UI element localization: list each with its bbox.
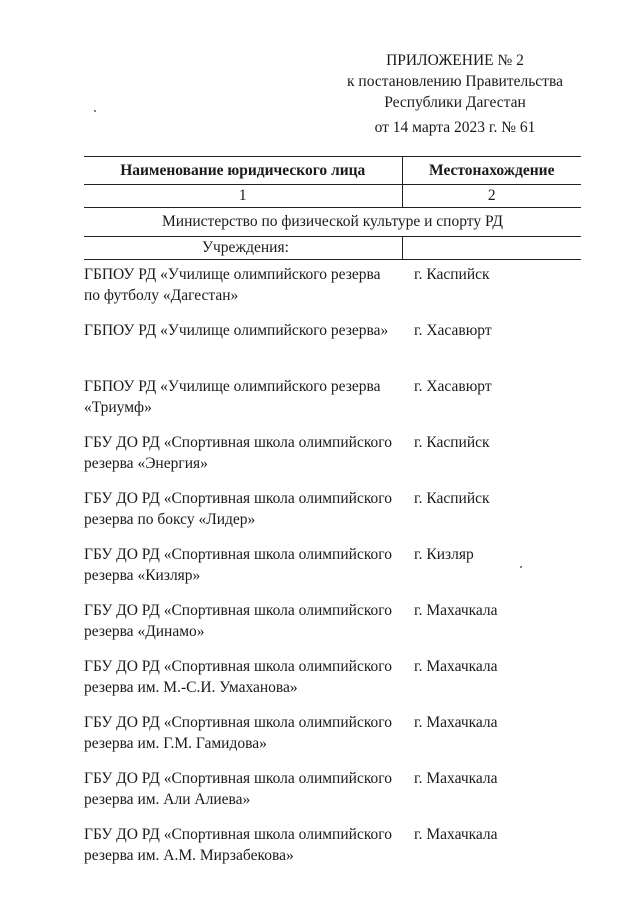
column-header-name: Наименование юридического лица (84, 157, 402, 185)
table-row (84, 764, 581, 820)
table-row (84, 316, 581, 372)
entity-name-line: «Триумф» (84, 399, 152, 416)
entity-name (84, 260, 402, 317)
entity-location: г. Кизляр (414, 546, 474, 563)
entity-name (84, 820, 402, 876)
entity-location: г. Махачкала (414, 658, 498, 675)
table-row (84, 820, 581, 876)
table-row (84, 372, 581, 428)
entity-location: г. Махачкала (414, 826, 498, 843)
entity-name (84, 428, 402, 484)
entity-name-line: резерва им. Г.М. Гамидова» (84, 735, 267, 752)
entity-location: г. Хасавюрт (414, 322, 492, 339)
appendix-reference: к постановлению Правительства (347, 73, 563, 90)
institutions-label-row (84, 237, 581, 260)
table-row (84, 260, 581, 317)
entity-location: г. Хасавюрт (414, 378, 492, 395)
table-row (84, 708, 581, 764)
entity-name-line: ГБУ ДО РД «Спортивная школа олимпийского (84, 434, 393, 451)
ministry-name: Министерство по физической культуре и спорту РД (84, 208, 581, 237)
appendix-title: ПРИЛОЖЕНИЕ № 2 (386, 52, 524, 69)
entity-location: г. Каспийск (414, 434, 490, 451)
entity-name (84, 540, 402, 596)
entity-name-line: ГБПОУ РД «Училище олимпийского резерва» (84, 322, 389, 339)
scan-speck (94, 110, 96, 112)
table-row (84, 428, 581, 484)
column-header-location: Местонахождение (402, 157, 581, 185)
entity-name-line: резерва «Энергия» (84, 455, 208, 472)
table-row (84, 652, 581, 708)
entity-location: г. Махачкала (414, 714, 498, 731)
table-row (84, 484, 581, 540)
column-numbers-row (84, 185, 581, 208)
appendix-header (330, 50, 580, 138)
entity-name-line: ГБУ ДО РД «Спортивная школа олимпийского (84, 658, 393, 675)
table-header-row (84, 157, 581, 185)
entity-name-line: резерва по боксу «Лидер» (84, 511, 256, 528)
entity-location: г. Каспийск (414, 490, 490, 507)
column-number: 2 (402, 185, 581, 208)
entity-name-line: ГБУ ДО РД «Спортивная школа олимпийского (84, 546, 393, 563)
entity-name-line: резерва им. А.М. Мирзабекова» (84, 847, 294, 864)
entity-name (84, 652, 402, 708)
table-row (84, 540, 581, 596)
entity-name-line: ГБУ ДО РД «Спортивная школа олимпийского (84, 490, 393, 507)
appendix-date-number: от 14 марта 2023 г. № 61 (374, 119, 536, 136)
legal-entities-table (84, 156, 581, 876)
appendix-republic: Республики Дагестан (384, 94, 526, 111)
entity-location: г. Каспийск (414, 266, 490, 283)
entity-name-line: резерва «Кизляр» (84, 567, 201, 584)
entity-name-line: резерва им. М.-С.И. Умаханова» (84, 679, 298, 696)
entity-location: г. Махачкала (414, 602, 498, 619)
entity-name-line: по футболу «Дагестан» (84, 287, 239, 304)
entity-name-line: ГБПОУ РД «Училище олимпийского резерва (84, 266, 381, 283)
entity-name-line: резерва «Динамо» (84, 623, 205, 640)
institutions-empty-cell (402, 237, 581, 260)
ministry-row (84, 208, 581, 237)
entity-name-line: резерва им. Али Алиева» (84, 791, 251, 808)
entity-name-line: ГБУ ДО РД «Спортивная школа олимпийского (84, 714, 393, 731)
entity-location: г. Махачкала (414, 770, 498, 787)
entity-name (84, 764, 402, 820)
entity-name-line: ГБУ ДО РД «Спортивная школа олимпийского (84, 602, 393, 619)
column-number: 1 (84, 185, 402, 208)
table-row (84, 596, 581, 652)
institutions-label: Учреждения: (84, 237, 402, 260)
entity-name-line: ГБУ ДО РД «Спортивная школа олимпийского (84, 826, 393, 843)
entity-name (84, 372, 402, 428)
entity-name-line: ГБПОУ РД «Училище олимпийского резерва (84, 378, 381, 395)
entity-name-line: ГБУ ДО РД «Спортивная школа олимпийского (84, 770, 393, 787)
entity-name (84, 316, 402, 372)
entity-name (84, 708, 402, 764)
entity-name (84, 596, 402, 652)
entity-name (84, 484, 402, 540)
